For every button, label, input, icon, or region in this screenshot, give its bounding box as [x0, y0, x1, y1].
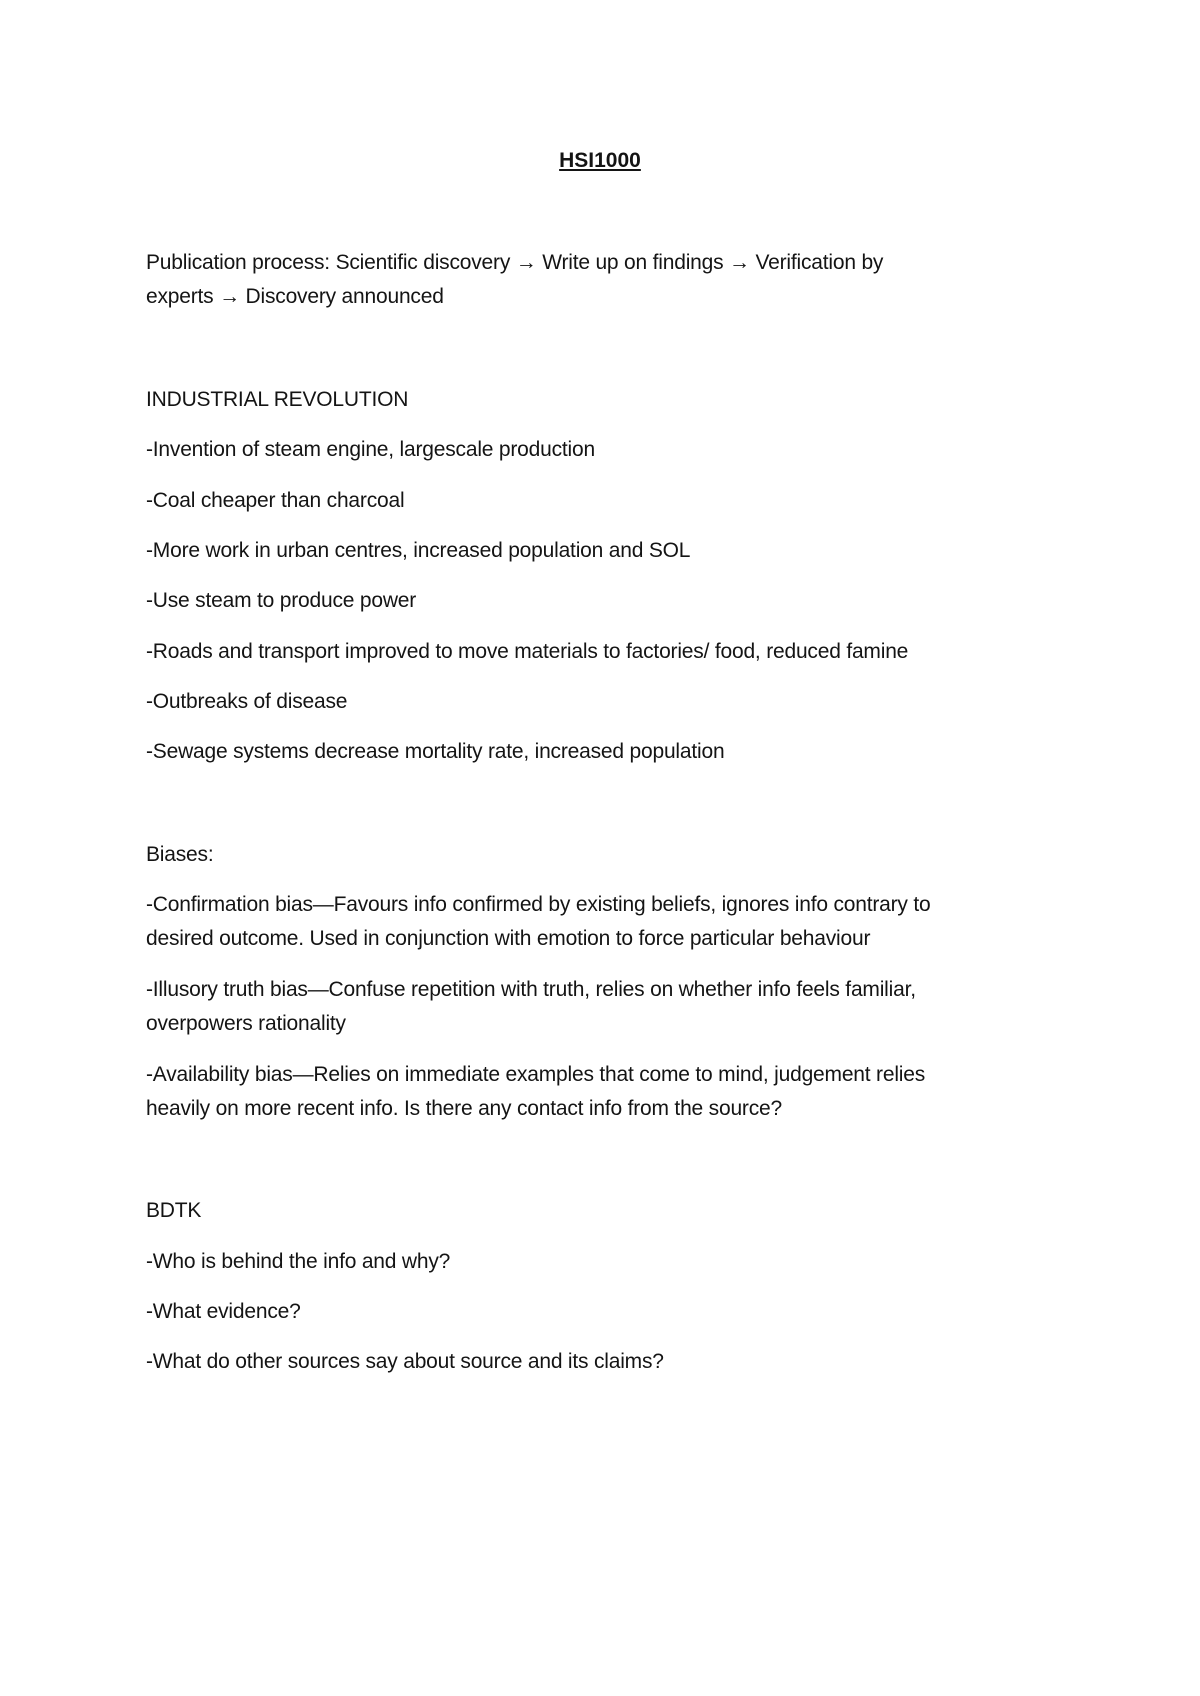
illusory-bias-line-1: -Illusory truth bias—Confuse repetition with truth, relies on whether info feels familiar,: [146, 978, 916, 1001]
industrial-item: -More work in urban centres, increased population and SOL: [146, 539, 691, 562]
bdtk-heading: BDTK: [146, 1199, 202, 1222]
industrial-item: -Roads and transport improved to move materials to factories/ food, reduced famine: [146, 640, 909, 663]
confirmation-bias-line-2: desired outcome. Used in conjunction with emotion to force particular behaviour: [146, 927, 871, 950]
biases-heading: Biases:: [146, 843, 214, 866]
industrial-heading: INDUSTRIAL REVOLUTION: [146, 388, 409, 411]
illusory-bias-line-2: overpowers rationality: [146, 1012, 346, 1035]
availability-bias-line-2: heavily on more recent info. Is there any contact info from the source?: [146, 1097, 782, 1120]
bdtk-item: -What do other sources say about source and its claims?: [146, 1350, 664, 1373]
industrial-item: -Sewage systems decrease mortality rate, increased population: [146, 740, 725, 763]
industrial-item: -Invention of steam engine, largescale production: [146, 438, 595, 461]
publication-line-1: Publication process: Scientific discovery → Write up on findings → Verification by: [146, 251, 884, 274]
confirmation-bias-line-1: -Confirmation bias—Favours info confirmed by existing beliefs, ignores info contrary to: [146, 893, 931, 916]
bdtk-item: -Who is behind the info and why?: [146, 1250, 451, 1273]
availability-bias-line-1: -Availability bias—Relies on immediate examples that come to mind, judgement relies: [146, 1063, 926, 1086]
publication-line-2: experts → Discovery announced: [146, 285, 444, 308]
industrial-item: -Use steam to produce power: [146, 589, 417, 612]
industrial-item: -Coal cheaper than charcoal: [146, 489, 405, 512]
document-title: HSI1000: [559, 149, 641, 172]
industrial-item: -Outbreaks of disease: [146, 690, 348, 713]
bdtk-item: -What evidence?: [146, 1300, 301, 1323]
